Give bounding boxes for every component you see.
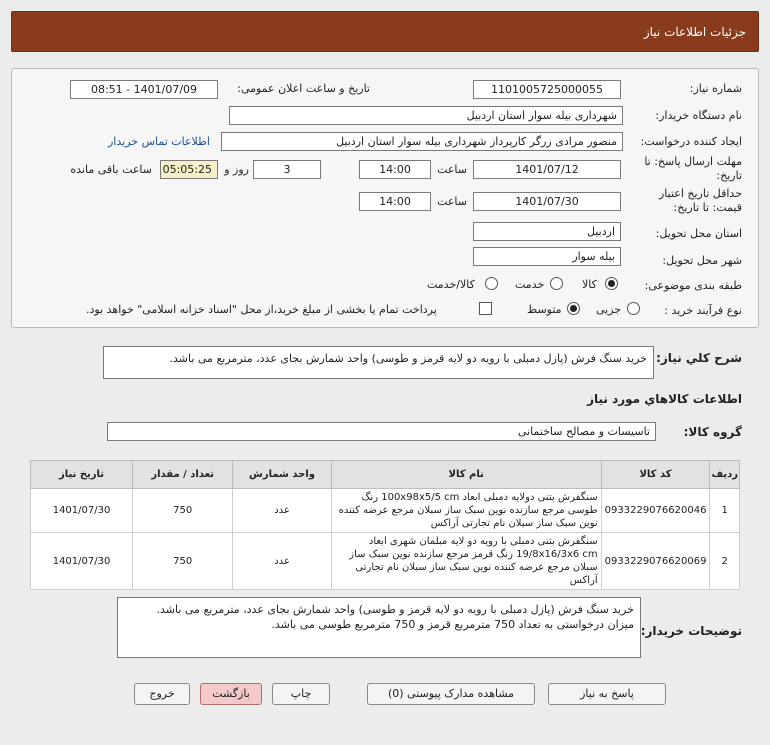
treasury-checkbox[interactable]	[479, 302, 492, 315]
validity-label-2: قیمت: تا تاریخ:	[673, 201, 742, 214]
deadline-label-2: تاریخ:	[716, 169, 742, 182]
col-index: ردیف	[710, 461, 740, 489]
category-option-service: خدمت	[515, 278, 545, 291]
reply-button[interactable]: پاسخ به نیاز	[548, 683, 666, 705]
print-button[interactable]: چاپ	[272, 683, 330, 705]
row-code: 0933229076620069	[601, 533, 710, 590]
validity-time-label: ساعت	[437, 195, 467, 208]
province-label: استان محل تحویل:	[655, 227, 742, 240]
days-label: روز و	[224, 163, 249, 176]
row-qty: 750	[133, 489, 233, 533]
goods-group-field: تاسیسات و مصالح ساختمانی	[107, 422, 656, 441]
validity-time-field: 14:00	[359, 192, 431, 211]
need-number-field: 1101005725000055	[473, 80, 621, 99]
row-name: سنگفرش بتنی دمبلی با رویه دو لایه مبلمان شهری ابعاد 19/8x16/3x6 cm رنگ قرمز مرجع سازنده نوین سبک ساز سبلان مرجع عرضه کننده نوین سبک ساز سبلان نام تجارتی آراکس	[331, 533, 601, 590]
goods-table-header	[31, 461, 740, 489]
exit-button[interactable]: خروج	[134, 683, 190, 705]
row-name: سنگفرش بتنی دولایه دمبلی ابعاد 100x98x5/5 cm رنگ طوسی مرجع سازنده نوین سبک ساز سبلان مرجع عرضه کننده نوین سبک ساز سبلان نام تجارتی آراکس	[331, 489, 601, 533]
process-option-medium: متوسط	[527, 303, 562, 316]
buyer-contact-link[interactable]: اطلاعات تماس خریدار	[108, 135, 210, 148]
creator-field: منصور مرادی زرگر کارپرداز شهرداری بیله سوار استان اردبیل	[221, 132, 623, 151]
category-radio-goods[interactable]	[605, 277, 618, 290]
buyer-notes-label: توضیحات خریدار:	[640, 624, 742, 638]
row-index: 1	[710, 489, 740, 533]
description-label: شرح کلي نياز:	[656, 351, 742, 365]
category-option-goods-service: کالا/خدمت	[427, 278, 475, 291]
page-title: جزئیات اطلاعات نیاز	[643, 25, 746, 39]
buyer-org-field: شهرداری بیله سوار استان اردبیل	[229, 106, 623, 125]
deadline-time-field: 14:00	[359, 160, 431, 179]
city-label: شهر محل تحویل:	[662, 254, 742, 267]
row-code: 0933229076620046	[601, 489, 710, 533]
category-radio-goods-service[interactable]	[485, 277, 498, 290]
row-unit: عدد	[233, 533, 332, 590]
row-date: 1401/07/30	[31, 533, 133, 590]
page-header	[11, 11, 759, 52]
validity-label-1: حداقل تاریخ اعتبار	[658, 187, 742, 200]
row-unit: عدد	[233, 489, 332, 533]
need-number-label: شماره نیاز:	[689, 82, 742, 95]
province-field: اردبیل	[473, 222, 621, 241]
goods-section-title: اطلاعات كالاهاي مورد نياز	[587, 392, 742, 406]
col-date: تاریخ نیاز	[31, 461, 133, 489]
row-qty: 750	[133, 533, 233, 590]
creator-label: ایجاد کننده درخواست:	[640, 135, 742, 148]
process-radio-medium[interactable]	[567, 302, 580, 315]
process-option-minor: جزیی	[596, 303, 622, 316]
deadline-label-1: مهلت ارسال پاسخ: تا	[644, 155, 742, 168]
buyer-notes-line2: میزان درخواستی به تعداد 750 مترمربع قرمز و 750 مترمربع طوسی می باشد.	[271, 618, 634, 631]
buyer-notes-field	[117, 597, 641, 658]
category-label: طبقه بندی موضوعی:	[644, 279, 742, 292]
table-row	[31, 489, 740, 533]
city-field: بیله سوار	[473, 247, 621, 266]
col-name: نام کالا	[331, 461, 601, 489]
back-button[interactable]: بازگشت	[200, 683, 262, 705]
col-qty: تعداد / مقدار	[133, 461, 233, 489]
buyer-org-label: نام دستگاه خریدار:	[655, 109, 742, 122]
days-field: 3	[253, 160, 321, 179]
attachments-button[interactable]: مشاهده مدارک پیوستی (0)	[367, 683, 535, 705]
row-index: 2	[710, 533, 740, 590]
announce-field: 1401/07/09 - 08:51	[70, 80, 218, 99]
goods-table	[30, 460, 740, 590]
col-code: کد کالا	[601, 461, 710, 489]
announce-label: تاریخ و ساعت اعلان عمومی:	[237, 82, 370, 95]
payment-note: پرداخت تمام یا بخشی از مبلغ خرید،از محل "اسناد خزانه اسلامی" خواهد بود.	[86, 303, 437, 316]
goods-group-label: گروه کالا:	[683, 425, 742, 439]
process-radio-minor[interactable]	[627, 302, 640, 315]
remaining-label: ساعت باقی مانده	[70, 163, 152, 176]
buyer-notes-line1: خرید سنگ فرش (پازل دمبلی با رویه دو لایه قرمز و طوسی) واحد شمارش بجای عدد، مترمربع می باشد.	[156, 603, 634, 616]
description-field: خرید سنگ فرش (پازل دمبلی با رویه دو لایه قرمز و طوسی) واحد شمارش بجای عدد، مترمربع می باشد.	[103, 346, 654, 379]
row-date: 1401/07/30	[31, 489, 133, 533]
deadline-time-label: ساعت	[437, 163, 467, 176]
category-radio-service[interactable]	[550, 277, 563, 290]
remaining-time-field: 05:05:25	[160, 160, 218, 179]
category-option-goods: کالا	[582, 278, 597, 291]
table-row	[31, 533, 740, 590]
deadline-date-field: 1401/07/12	[473, 160, 621, 179]
process-label: نوع فرآیند خرید :	[664, 304, 742, 317]
validity-date-field: 1401/07/30	[473, 192, 621, 211]
col-unit: واحد شمارش	[233, 461, 332, 489]
